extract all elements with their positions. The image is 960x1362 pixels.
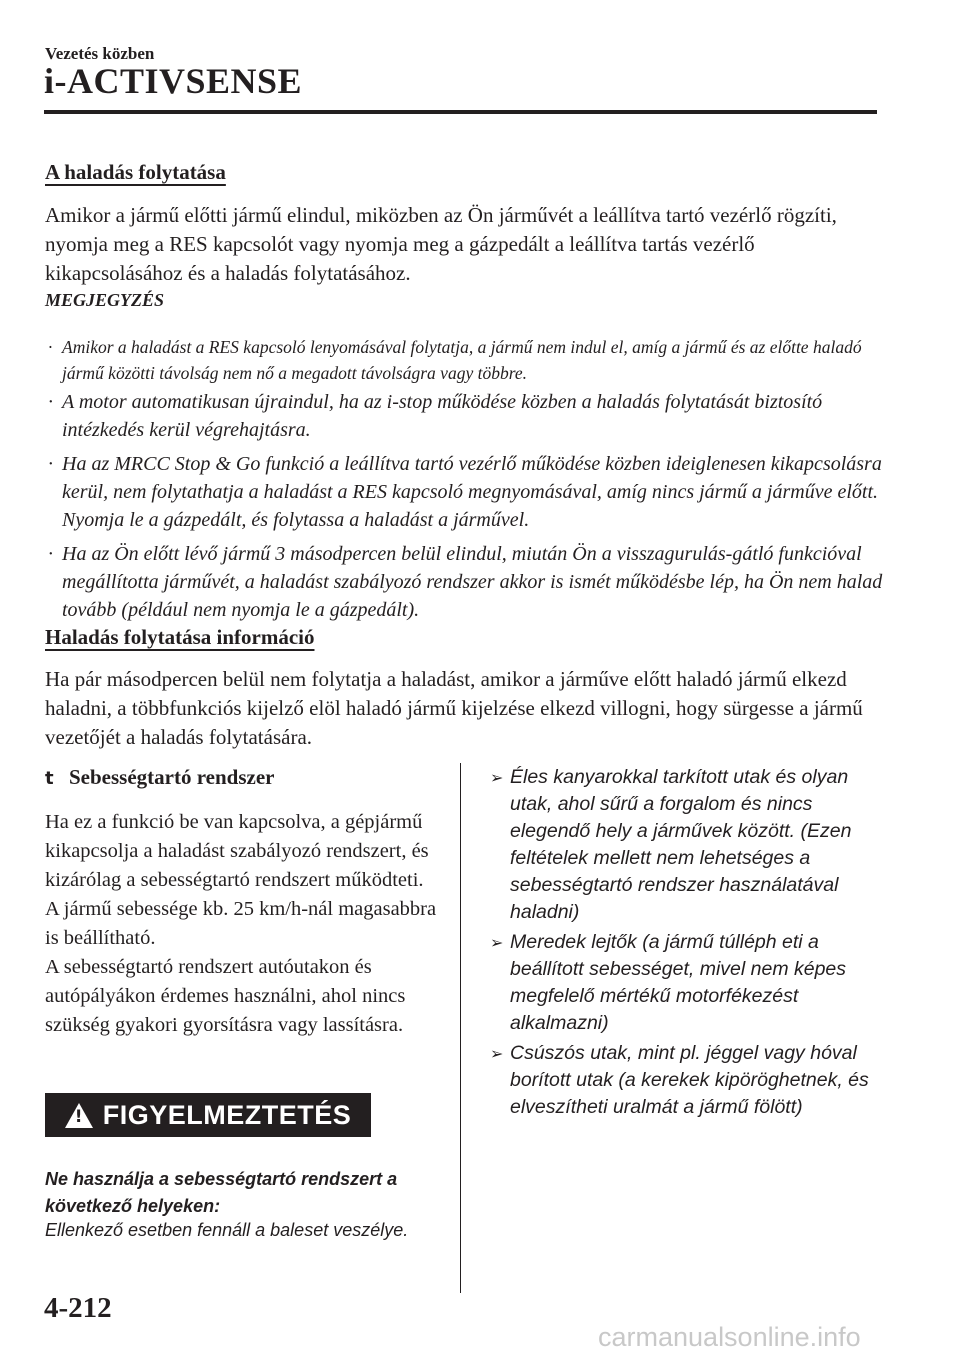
list-item [476, 1040, 886, 1121]
page-title: i-ACTIVSENSE [44, 61, 303, 101]
note-item-text: Amikor a haladást a RES kapcsoló lenyomásával folytatja, a jármű nem indul el, amíg a jármű és az előtte haladó jármű közötti távolság nem nő a megadott távolságra vagy többre. [62, 337, 862, 383]
cruise-para-3: A sebességtartó rendszert autóutakon és autópályákon érdemes használni, ahol nincs szükség gyakori gyorsításra vagy lassításra. [45, 956, 406, 1036]
cruise-heading [45, 765, 274, 790]
section-header: Vezetés közben [45, 44, 155, 63]
arrow-bullet-icon: ➢ [490, 933, 504, 952]
list-item-text: Csúszós utak, mint pl. jéggel vagy hóval borított utak (a kerekek kipöröghetnek, és elveszítheti uralmát a jármű fölött) [510, 1042, 869, 1118]
header-rule [44, 110, 877, 114]
warning-banner [45, 1093, 371, 1137]
note-item-text: A motor automatikusan újraindul, ha az i-stop működése közben a haladás folytatását biztosító intézkedés kerül végrehajtásra. [62, 391, 823, 441]
resume-paragraph: Amikor a jármű előtti jármű elindul, miközben az Ön járművét a leállítva tartó vezérlő rögzíti, nyomja meg a RES kapcsolót vagy nyomja meg a gázpedált a leállítva tartás vezérlő kikapcsolásához és a haladás folytatásához. [45, 203, 837, 285]
list-item [476, 929, 886, 1037]
note-label: MEGJEGYZÉS [45, 290, 165, 310]
warning-heading: Ne használja a sebességtartó rendszert a következő helyeken: [45, 1169, 398, 1216]
note-item-text: Ha az Ön előtt lévő jármű 3 másodpercen belül elindul, miután Ön a visszagurulás-gátló funkcióval megállította járművét, a haladást szabályozó rendszer akkor is ismét működésbe lép, ha Ön nem halad tovább (például nem nyomja le a gázpedált). [62, 543, 883, 621]
resume-info-paragraph: Ha pár másodpercen belül nem folytatja a haladást, amikor a járműve előtt haladó jármű elkezd haladni, a többfunkciós kijelző elöl haladó jármű kijelzése elkezd villogni, hogy sürgesse a jármű vezetőjét a haladás folytatására. [45, 667, 863, 749]
note-item: · Amikor a haladást a RES kapcsoló lenyomásával folytatja, a jármű nem indul el, amíg a jármű és az előtte haladó jármű közötti távolság nem nő a megadott távolságra vagy többre. [48, 337, 862, 383]
note-item: · A motor automatikusan újraindul, ha az i-stop működése közben a haladás folytatását biztosító intézkedés kerül végrehajtásra. [48, 391, 823, 441]
arrow-bullet-icon: ➢ [490, 1044, 504, 1063]
warning-icon [65, 1103, 93, 1128]
cruise-description [45, 808, 445, 1040]
warning-label: FIGYELMEZTETÉS [102, 1099, 352, 1130]
note-item: · Ha az Ön előtt lévő jármű 3 másodpercen belül elindul, miután Ön a visszagurulás-gátló funkcióval megállította járművét, a haladást szabályozó rendszer akkor is ismét működésbe lép, ha Ön nem halad tovább (például nem nyomja le a gázpedált). [48, 543, 883, 621]
heading-resume: A haladás folytatása [45, 160, 226, 184]
note-item: · Ha az MRCC Stop & Go funkció a leállítva tartó vezérlő működése közben ideiglenesen kikapcsolásra kerül, nem folytathatja a haladást a RES kapcsoló megnyomásával, amíg nincs jármű a járműve előtt. Nyomja le a gázpedált, és folytassa a haladást a járművel. [48, 453, 882, 531]
arrow-bullet-icon: ➢ [490, 768, 504, 787]
column-divider [460, 763, 461, 1293]
cruise-para-2: A jármű sebessége kb. 25 km/h-nál magasabbra is beállítható. [45, 898, 437, 949]
warning-places-list [476, 764, 886, 1124]
section-marker-icon: t [45, 768, 54, 789]
list-item [476, 764, 886, 926]
cruise-para-1: Ha ez a funkció be van kapcsolva, a gépjármű kikapcsolja a haladást szabályozó rendszert, és kizárólag a sebességtartó rendszert működteti. [45, 811, 429, 891]
note-list [45, 334, 885, 630]
cruise-heading-text: Sebességtartó rendszer [69, 765, 275, 789]
list-item-text: Éles kanyarokkal tarkított utak és olyan utak, ahol sűrű a forgalom és nincs elegendő hely a járművek között. (Ezen feltételek mellett nem lehetséges a sebességtartó rendszer használatával haladni) [510, 766, 852, 923]
watermark: carmanualsonline.info [598, 1322, 861, 1352]
note-item-text: Ha az MRCC Stop & Go funkció a leállítva tartó vezérlő működése közben ideiglenesen kikapcsolásra kerül, nem folytathatja a haladást a RES kapcsoló megnyomásával, amíg nincs jármű a járműve előtt. Nyomja le a gázpedált, és folytassa a haladást a járművel. [62, 453, 882, 531]
page-number: 4-212 [44, 1292, 112, 1324]
warning-text: Ellenkező esetben fennáll a baleset veszélye. [45, 1220, 409, 1240]
heading-resume-info: Haladás folytatása információ [45, 625, 315, 649]
list-item-text: Meredek lejtők (a jármű túlléph eti a beállított sebességet, mivel nem képes megfelelő mértékű motorfékezést alkalmazni) [510, 931, 847, 1034]
